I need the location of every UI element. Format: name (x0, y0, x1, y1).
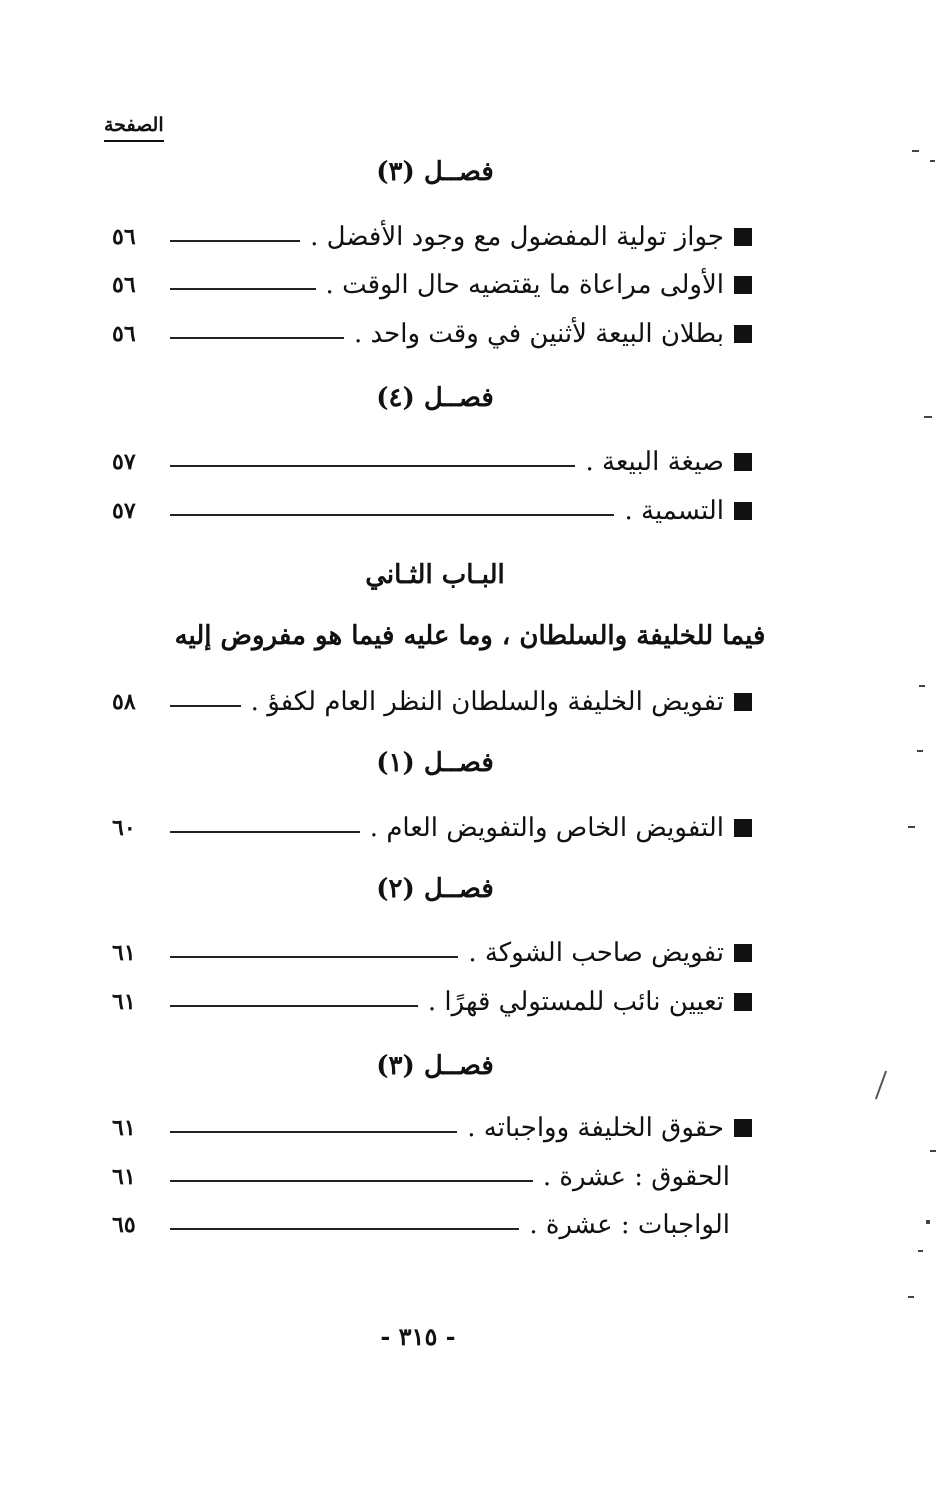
toc-entry-text: تفويض الخليفة والسلطان النظر العام لكفؤ . (250, 687, 724, 717)
section-heading-fasl-4: فصــل (٤) (376, 383, 494, 413)
toc-entry (112, 215, 752, 259)
toc-entry-text: تعيين نائب للمستولي قهرًا . (427, 987, 724, 1017)
scan-speck (919, 685, 925, 687)
section-heading-fasl-1: فصــل (١) (376, 748, 494, 778)
square-bullet-icon (734, 944, 752, 962)
toc-entry-page: ٥٧ (112, 449, 136, 475)
toc-entry-page: ٥٦ (112, 224, 136, 250)
scan-speck (918, 1250, 923, 1252)
scan-speck (926, 1220, 930, 1224)
dot-leader (170, 1005, 418, 1007)
toc-entry-text: بطلان البيعة لأثنين في وقت واحد . (353, 319, 724, 349)
chapter-subtitle: فيما للخليفة والسلطان ، وما عليه فيما هو مفروض إليه (174, 621, 766, 651)
toc-entry (112, 931, 752, 975)
dot-leader (170, 956, 458, 958)
square-bullet-icon (734, 453, 752, 471)
section-heading-fasl-3: فصــل (٣) (376, 157, 494, 187)
dot-leader (170, 1228, 519, 1230)
dot-leader (170, 1180, 533, 1182)
dot-leader (170, 831, 360, 833)
dot-leader (170, 514, 614, 516)
toc-entry (112, 440, 752, 484)
toc-entry-page: ٦٠ (112, 815, 136, 841)
dot-leader (170, 240, 300, 242)
toc-entry (112, 1106, 752, 1150)
toc-entry-page: ٦٥ (112, 1212, 136, 1238)
page-column-label: الصفحة (104, 112, 164, 142)
scan-speck (908, 826, 915, 828)
scan-speck (924, 416, 932, 418)
toc-subentry (112, 1203, 730, 1247)
square-bullet-icon (734, 228, 752, 246)
square-bullet-icon (734, 819, 752, 837)
toc-entry-page: ٦١ (112, 940, 136, 966)
toc-entry-page: ٥٦ (112, 321, 136, 347)
toc-entry-text: الأولى مراعاة ما يقتضيه حال الوقت . (325, 270, 724, 300)
toc-entry-text: جواز تولية المفضول مع وجود الأفضل . (310, 222, 724, 252)
scan-speck (908, 1296, 914, 1298)
toc-entry-text: صيغة البيعة . (585, 447, 724, 477)
dot-leader (170, 465, 575, 467)
square-bullet-icon (734, 502, 752, 520)
square-bullet-icon (734, 993, 752, 1011)
dot-leader (170, 337, 344, 339)
scan-speck (917, 750, 923, 752)
toc-entry-text: الواجبات : عشرة . (529, 1210, 730, 1240)
page-number: - ٣١٥ - (380, 1322, 456, 1351)
square-bullet-icon (734, 693, 752, 711)
scan-speck (912, 150, 919, 152)
toc-entry-page: ٥٨ (112, 689, 136, 715)
toc-entry-page: ٦١ (112, 989, 136, 1015)
toc-entry-text: الحقوق : عشرة . (542, 1162, 730, 1192)
square-bullet-icon (734, 1119, 752, 1137)
toc-entry (112, 312, 752, 356)
scan-speck (930, 160, 935, 162)
toc-entry-page: ٦١ (112, 1115, 136, 1141)
toc-entry (112, 680, 752, 724)
dot-leader (170, 288, 316, 290)
square-bullet-icon (734, 276, 752, 294)
toc-entry (112, 806, 752, 850)
scan-speck (875, 1071, 887, 1100)
toc-entry-page: ٦١ (112, 1164, 136, 1190)
toc-entry-text: حقوق الخليفة وواجباته . (467, 1113, 724, 1143)
section-heading-fasl-3: فصــل (٣) (376, 1051, 494, 1081)
toc-entry-page: ٥٦ (112, 272, 136, 298)
dot-leader (170, 1131, 457, 1133)
toc-entry-text: التسمية . (624, 496, 724, 526)
toc-entry-page: ٥٧ (112, 498, 136, 524)
chapter-heading: البـاب الثـاني (365, 560, 505, 590)
toc-entry (112, 263, 752, 307)
toc-entry (112, 980, 752, 1024)
toc-entry-text: تفويض صاحب الشوكة . (468, 938, 724, 968)
scan-speck (930, 1150, 936, 1152)
section-heading-fasl-2: فصــل (٢) (376, 874, 494, 904)
toc-entry-text: التفويض الخاص والتفويض العام . (369, 813, 724, 843)
dot-leader (170, 705, 241, 707)
toc-entry (112, 489, 752, 533)
square-bullet-icon (734, 325, 752, 343)
toc-subentry (112, 1155, 730, 1199)
